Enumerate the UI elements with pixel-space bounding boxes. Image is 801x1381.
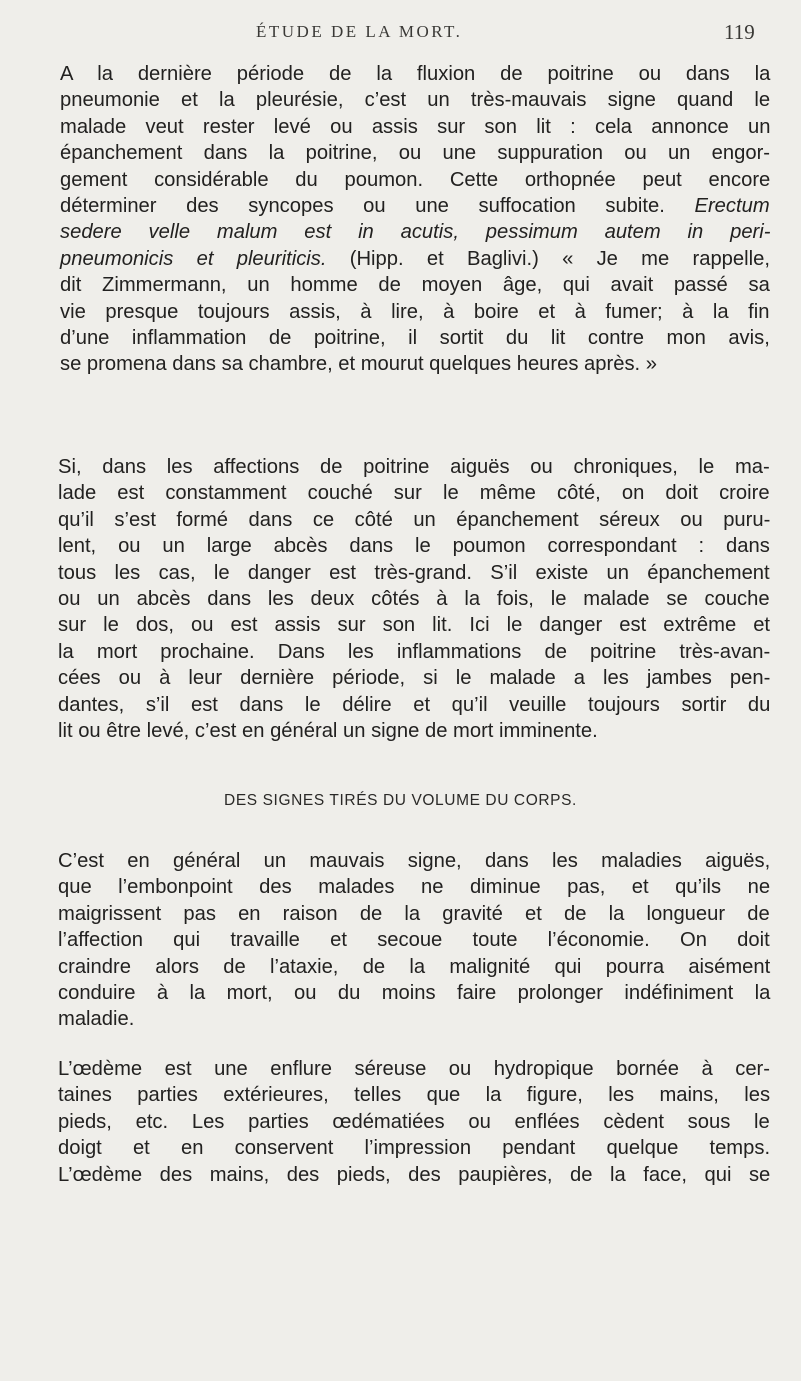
text-run: (Hipp. et Baglivi.) « Je me rappelle, <box>326 247 770 270</box>
running-header <box>0 20 801 48</box>
paragraph-2 <box>58 454 770 744</box>
text-line: dit Zimmermann, un homme de moyen âge, qui avait passé sa <box>60 274 770 297</box>
latin-quote-line: sedere velle malum est in acutis, pessimum autem in peri- <box>60 221 771 244</box>
text-line: d’une inflammation de poitrine, il sortit du lit contre mon avis, <box>60 327 770 350</box>
text-line: ou un abcès dans les deux côtés à la fois, le malade se couche <box>58 588 770 611</box>
text-line <box>58 193 770 219</box>
text-line: tous les cas, le danger est très-grand. S’il existe un épanchement <box>58 561 770 584</box>
text-line <box>58 246 770 272</box>
page-number: 119 <box>724 20 755 44</box>
text-line: maladie. <box>58 1008 135 1031</box>
text-line: qu’il s’est formé dans ce côté un épanchement séreux ou puru- <box>58 508 771 531</box>
text-line: malade veut rester levé ou assis sur son lit : cela annonce un <box>60 115 771 138</box>
text-line: pieds, etc. Les parties œdématiées ou enflées cèdent sous le <box>58 1110 770 1133</box>
text-line: lade est constamment couché sur le même côté, on doit croire <box>58 482 770 505</box>
text-line: cées ou à leur dernière période, si le malade a les jambes pen- <box>58 667 771 690</box>
text-line: doigt et en conservent l’impression pendant quelque temps. <box>58 1137 771 1160</box>
text-line: L’œdème des mains, des pieds, des paupières, de la face, qui se <box>58 1163 771 1186</box>
text-line: Si, dans les affections de poitrine aiguës ou chroniques, le ma- <box>58 456 770 478</box>
text-line: maigrissent pas en raison de la gravité et de la longueur de <box>58 902 770 925</box>
text-line: taines parties extérieures, telles que la figure, les mains, les <box>58 1084 771 1107</box>
latin-quote: Erectum <box>694 195 770 218</box>
text-line: C’est en général un mauvais signe, dans les maladies aiguës, <box>58 850 771 872</box>
paragraph-1 <box>58 61 770 378</box>
text-line: se promena dans sa chambre, et mourut quelques heures après. » <box>60 353 657 376</box>
text-line: pneumonie et la pleurésie, c’est un très-mauvais signe quand le <box>60 89 771 112</box>
text-line: L’œdème est une enflure séreuse ou hydropique bornée à cer- <box>58 1058 770 1080</box>
text-line: vie presque toujours assis, à lire, à boire et à fumer; à la fin <box>60 300 770 323</box>
text-line: craindre alors de l’ataxie, de la malignité qui pourra aisément <box>58 955 771 978</box>
text-line: la mort prochaine. Dans les inflammations de poitrine très-avan- <box>58 640 771 663</box>
text-line: épanchement dans la poitrine, ou une suppuration ou un engor- <box>60 142 771 165</box>
text-line: gement considérable du poumon. Cette orthopnée peut encore <box>60 168 771 191</box>
text-line: A la dernière période de la fluxion de poitrine ou dans la <box>60 63 771 85</box>
text-line: l’affection qui travaille et secoue toute l’économie. On doit <box>58 929 770 952</box>
text-line: sur le dos, ou est assis sur son lit. Ici le danger est extrême et <box>58 614 771 637</box>
text-line: lit ou être levé, c’est en général un signe de mort imminente. <box>58 720 598 743</box>
text-line: que l’embonpoint des malades ne diminue pas, et qu’ils ne <box>58 876 771 899</box>
latin-quote: pneumonicis et pleuriticis. <box>60 247 327 270</box>
text-line: dantes, s’il est dans le délire et qu’il veuille toujours sortir du <box>58 693 771 716</box>
text-run: déterminer des syncopes ou une suffocation subite. <box>60 195 695 218</box>
paragraph-3 <box>58 848 770 1033</box>
running-title: ÉTUDE DE LA MORT. <box>256 22 463 41</box>
text-line: lent, ou un large abcès dans le poumon correspondant : dans <box>58 535 770 558</box>
text-line: conduire à la mort, ou du moins faire prolonger indéfiniment la <box>58 982 771 1005</box>
paragraph-4 <box>58 1056 770 1188</box>
section-heading: DES SIGNES TIRÉS DU VOLUME DU CORPS. <box>224 792 577 809</box>
